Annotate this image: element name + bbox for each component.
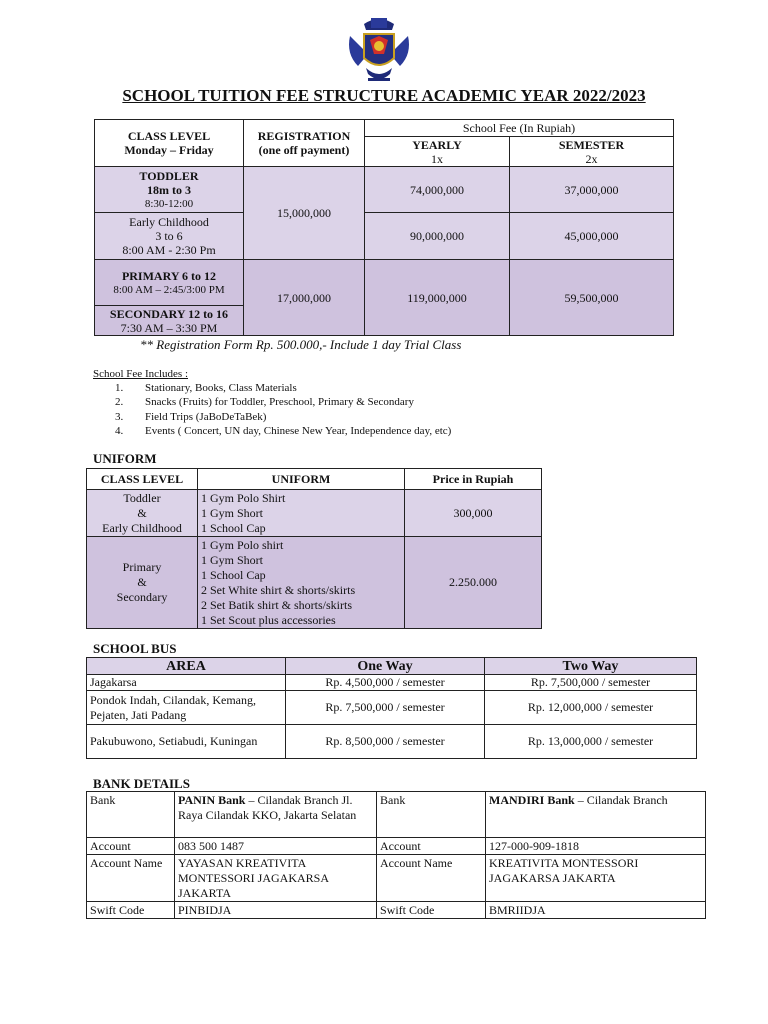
class-toddler: TODDLER 18m to 3 8:30-12:00 xyxy=(95,167,244,213)
account1: 083 500 1487 xyxy=(175,838,377,855)
table-row xyxy=(87,792,706,838)
account-label: Account xyxy=(87,838,175,855)
account2: 127-000-909-1818 xyxy=(486,838,706,855)
bus-twoway: Rp. 13,000,000 / semester xyxy=(485,725,697,759)
class-early-childhood: Early Childhood 3 to 6 8:00 AM - 2:30 Pm xyxy=(95,213,244,260)
account-name-label-2: Account Name xyxy=(377,855,486,902)
account-name1: YAYASAN KREATIVITA MONTESSORI JAGAKARSA JAKARTA xyxy=(175,855,377,902)
bus-area-header: AREA xyxy=(87,658,286,675)
uniform-price-header: Price in Rupiah xyxy=(405,469,542,490)
includes-title: School Fee Includes : xyxy=(93,368,189,380)
includes-list xyxy=(115,381,451,438)
uniform-items-toddler: 1 Gym Polo Shirt 1 Gym Short 1 School Cap xyxy=(198,490,405,537)
account-name-label: Account Name xyxy=(87,855,175,902)
tuition-fee-table xyxy=(94,119,674,336)
semester-upper: 59,500,000 xyxy=(510,260,674,336)
table-row xyxy=(87,675,697,691)
bus-oneway: Rp. 4,500,000 / semester xyxy=(286,675,485,691)
class-secondary: SECONDARY 12 to 16 7:30 AM – 3:30 PM xyxy=(95,306,244,336)
list-item: 4. Events ( Concert, UN day, Chinese New Year, Independence day, etc) xyxy=(115,424,452,437)
bank-title: BANK DETAILS xyxy=(93,776,190,791)
semester-header: SEMESTER 2x xyxy=(510,137,674,167)
bus-title: SCHOOL BUS xyxy=(93,641,177,656)
table-row xyxy=(95,213,674,260)
registration-early: 15,000,000 xyxy=(244,167,365,260)
account-label-2: Account xyxy=(377,838,486,855)
table-row xyxy=(95,167,674,213)
list-item: 3. Field Trips (JaBoDeTaBek) xyxy=(115,410,267,423)
yearly-header: YEARLY 1x xyxy=(365,137,510,167)
uniform-header: UNIFORM xyxy=(198,469,405,490)
bus-area: Jagakarsa xyxy=(87,675,286,691)
semester-toddler: 37,000,000 xyxy=(510,167,674,213)
bus-twoway-header: Two Way xyxy=(485,658,697,675)
table-row xyxy=(95,260,674,306)
registration-upper: 17,000,000 xyxy=(244,260,365,336)
yearly-early-childhood: 90,000,000 xyxy=(365,213,510,260)
school-logo xyxy=(344,14,414,86)
yearly-toddler: 74,000,000 xyxy=(365,167,510,213)
uniform-class-header: CLASS LEVEL xyxy=(87,469,198,490)
bus-oneway: Rp. 7,500,000 / semester xyxy=(286,691,485,725)
account-name2: KREATIVITA MONTESSORI JAGAKARSA JAKARTA xyxy=(486,855,706,902)
uniform-price-primary: 2.250.000 xyxy=(405,537,542,629)
swift-label: Swift Code xyxy=(87,902,175,919)
swift1: PINBIDJA xyxy=(175,902,377,919)
table-row xyxy=(87,691,697,725)
bus-twoway: Rp. 7,500,000 / semester xyxy=(485,675,697,691)
uniform-title: UNIFORM xyxy=(93,451,157,466)
list-item: 2. Snacks (Fruits) for Toddler, Preschool, Primary & Secondary xyxy=(115,396,414,409)
uniform-class-toddler: Toddler & Early Childhood xyxy=(87,490,198,537)
list-item: 1. Stationary, Books, Class Materials xyxy=(115,382,297,394)
swift2: BMRIIDJA xyxy=(486,902,706,919)
bank-label-2: Bank xyxy=(377,792,486,838)
bank-table xyxy=(86,791,706,919)
uniform-class-primary: Primary & Secondary xyxy=(87,537,198,629)
table-row xyxy=(87,490,542,537)
yearly-upper: 119,000,000 xyxy=(365,260,510,336)
table-row xyxy=(87,838,706,855)
bank2-details: MANDIRI Bank – Cilandak Branch xyxy=(486,792,706,838)
bus-oneway-header: One Way xyxy=(286,658,485,675)
table-row xyxy=(87,855,706,902)
semester-early-childhood: 45,000,000 xyxy=(510,213,674,260)
bus-area: Pondok Indah, Cilandak, Kemang, Pejaten, Jati Padang xyxy=(87,691,286,725)
table-row xyxy=(87,537,542,629)
bus-table xyxy=(86,657,697,759)
uniform-table xyxy=(86,468,542,629)
uniform-price-toddler: 300,000 xyxy=(405,490,542,537)
bus-area: Pakubuwono, Setiabudi, Kuningan xyxy=(87,725,286,759)
table-row xyxy=(87,902,706,919)
registration-note: ** Registration Form Rp. 500.000,- Include 1 day Trial Class xyxy=(140,337,462,352)
bus-twoway: Rp. 12,000,000 / semester xyxy=(485,691,697,725)
class-level-header: CLASS LEVEL Monday – Friday xyxy=(95,120,244,167)
uniform-items-primary: 1 Gym Polo shirt 1 Gym Short 1 School Cap 2 Set White shirt & shorts/skirts 2 Set Batik shirt & shorts/skirts 1 Set Scout plus accessories xyxy=(198,537,405,629)
swift-label-2: Swift Code xyxy=(377,902,486,919)
registration-header: REGISTRATION (one off payment) xyxy=(244,120,365,167)
bank1-details: PANIN Bank – Cilandak Branch Jl. Raya Cilandak KKO, Jakarta Selatan xyxy=(175,792,377,838)
school-fee-header: School Fee (In Rupiah) xyxy=(365,120,674,137)
bus-oneway: Rp. 8,500,000 / semester xyxy=(286,725,485,759)
bank-label: Bank xyxy=(87,792,175,838)
class-primary: PRIMARY 6 to 12 8:00 AM – 2:45/3:00 PM xyxy=(95,260,244,306)
table-row xyxy=(87,725,697,759)
page-title: SCHOOL TUITION FEE STRUCTURE ACADEMIC YEAR 2022/2023 xyxy=(122,86,646,105)
